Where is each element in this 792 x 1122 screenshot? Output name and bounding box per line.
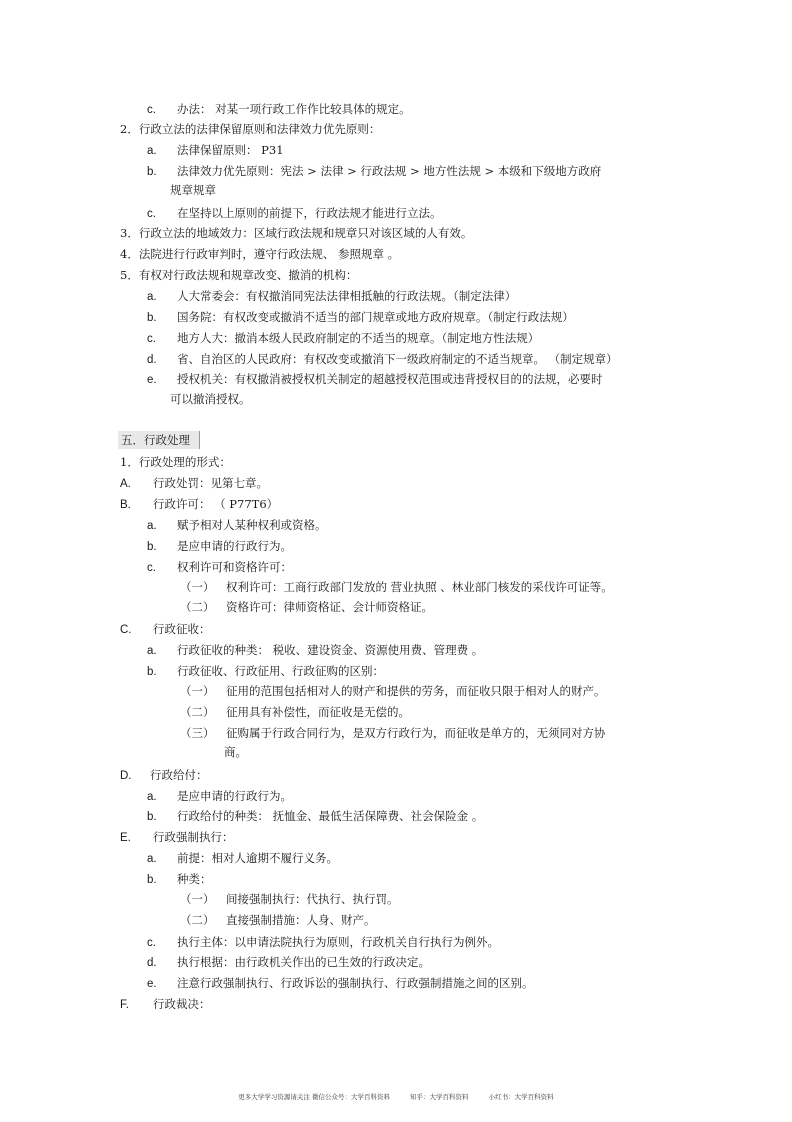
section-heading <box>118 431 200 449</box>
line-Cb: b. 行政征收、行政征用、行政征购的区别： <box>147 664 384 678</box>
line-Db: b. 行政给付的种类： 抚恤金、最低生活保障费、社会保险金 。 <box>147 809 484 823</box>
line-2b-cont: 规章规章 <box>170 183 216 197</box>
line-Bc: c. 权利许可和资格许可： <box>147 560 292 574</box>
line-Cb3: （三） 征购属于行政合同行为，是双方行政行为，而征收是单方的，无须同对方协 <box>180 726 606 740</box>
line-2b: b. 法律效力优先原则：宪法 > 法律 > 行政法规 > 地方性法规 > 本级和下级地方政府 <box>147 164 602 178</box>
footer-xiaohongshu: 小红书：大学百科资料 <box>488 1093 554 1101</box>
page-footer <box>0 1092 792 1101</box>
line-forms: 1．行政处理的形式： <box>120 455 231 469</box>
footer-wechat: 更多大学学习资源请关注 微信公众号：大学百科资料 <box>238 1093 390 1101</box>
line-item-5: 5．有权对行政法规和规章改变、撤消的机构： <box>120 268 358 282</box>
line-5d: d. 省、自治区的人民政府：有权改变或撤消下一级政府制定的不适当规章。 （制定规章） <box>147 352 618 366</box>
line-A: A. 行政处罚：见第七章。 <box>120 476 268 490</box>
line-item-3: 3．行政立法的地域效力：区域行政法规和规章只对该区域的人有效。 <box>120 226 473 240</box>
line-Ca: a. 行政征收的种类： 税收、建设资金、资源使用费、管理费 。 <box>147 643 484 657</box>
line-2c: c. 在坚持以上原则的前提下，行政法规才能进行立法。 <box>147 206 442 220</box>
line-Ea: a. 前提：相对人逾期不履行义务。 <box>147 851 338 865</box>
line-5e-cont: 可以撤消授权。 <box>170 392 251 406</box>
line-Ed: d. 执行根据：由行政机关作出的已生效的行政决定。 <box>147 955 430 969</box>
line-item-4: 4．法院进行行政审判时，遵守行政法规、 参照规章 。 <box>120 247 400 261</box>
line-Ec: c. 执行主体：以申请法院执行为原则，行政机关自行执行为例外。 <box>147 935 499 949</box>
line-E: E. 行政强制执行： <box>120 830 234 844</box>
line-Cb3-cont: 商。 <box>224 745 247 759</box>
line-2a: a. 法律保留原则： P31 <box>147 143 284 157</box>
line-F: F. 行政裁决： <box>120 997 211 1011</box>
line-5a: a. 人大常委会：有权撤消同宪法法律相抵触的行政法规。（制定法律） <box>147 289 517 303</box>
line-Cb1: （一） 征用的范围包括相对人的财产和提供的劳务，而征收只限于相对人的财产。 <box>180 684 606 698</box>
line-Bb: b. 是应申请的行政行为。 <box>147 539 292 553</box>
line-item-2: 2．行政立法的法律保留原则和法律效力优先原则： <box>120 122 381 136</box>
line-c-method: c. 办法： 对某一项行政工作作比较具体的规定。 <box>147 102 411 116</box>
footer-zhihu: 知乎：大学百科资料 <box>410 1093 469 1101</box>
line-Eb: b. 种类： <box>147 872 212 886</box>
line-Eb2: （二） 直接强制措施：人身、财产。 <box>180 913 376 927</box>
line-5b: b. 国务院：有权改变或撤消不适当的部门规章或地方政府规章。（制定行政法规） <box>147 310 574 324</box>
line-5e: e. 授权机关：有权撤消被授权机关制定的超越授权范围或违背授权目的的法规，必要时 <box>147 372 603 386</box>
line-Eb1: （一） 间接强制执行：代执行、执行罚。 <box>180 892 399 906</box>
line-Ee: e. 注意行政强制执行、行政诉讼的强制执行、行政强制措施之间的区别。 <box>147 976 534 990</box>
line-5c: c. 地方人大：撤消本级人民政府制定的不适当的规章。（制定地方性法规） <box>147 331 540 345</box>
line-D: D. 行政给付： <box>120 768 208 782</box>
line-C: C. 行政征收： <box>120 622 211 636</box>
section-heading-text: 五．行政处理 <box>121 433 190 447</box>
line-Da: a. 是应申请的行政行为。 <box>147 789 292 803</box>
line-Ba: a. 赋予相对人某种权利或资格。 <box>147 518 327 532</box>
line-Bc2: （二） 资格许可：律师资格证、会计师资格证。 <box>180 600 433 614</box>
line-Bc1: （一） 权利许可：工商行政部门发放的 营业执照 、林业部门核发的采伐许可证等。 <box>180 580 613 594</box>
line-B: B. 行政许可： （ P77T6） <box>120 497 279 511</box>
line-Cb2: （二） 征用具有补偿性，而征收是无偿的。 <box>180 705 410 719</box>
